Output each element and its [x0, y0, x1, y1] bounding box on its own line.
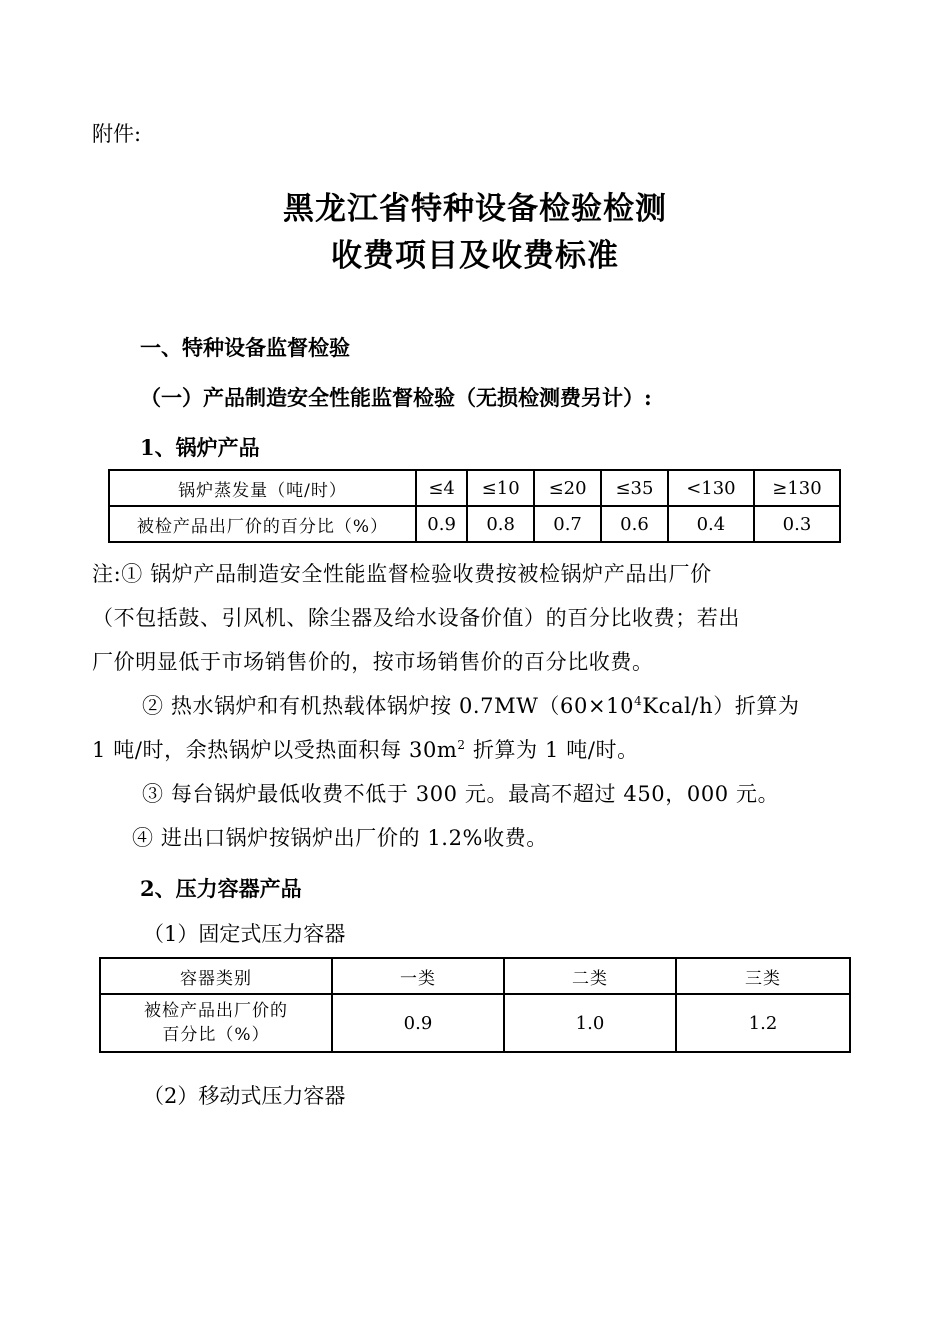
- table-cell: ≥130: [754, 470, 840, 506]
- note-2-text: Kcal/h）折算为: [642, 694, 800, 718]
- table-cell: 1.2: [676, 994, 850, 1052]
- page-title-line2: 收费项目及收费标准: [331, 238, 619, 274]
- sub-heading-fixed-vessel: （1）固定式压力容器: [143, 922, 346, 946]
- table-cell: 1.0: [504, 994, 676, 1052]
- note-3: ③ 每台锅炉最低收费不低于 300 元。最高不超过 450，000 元。: [142, 782, 780, 806]
- table-header-cell: 锅炉蒸发量（吨/时）: [109, 470, 416, 506]
- table-row: [109, 470, 840, 506]
- table-cell: ≤10: [467, 470, 534, 506]
- table-cell: 三类: [676, 958, 850, 994]
- note-2-superscript: 4: [634, 694, 643, 708]
- table-cell: ≤4: [416, 470, 467, 506]
- note-1-line: （不包括鼓、引风机、除尘器及给水设备价值）的百分比收费；若出: [92, 606, 740, 630]
- note-4: ④ 进出口锅炉按锅炉出厂价的 1.2%收费。: [132, 826, 548, 850]
- table-cell: 二类: [504, 958, 676, 994]
- table-cell: 0.6: [601, 506, 668, 542]
- note-2-text: 折算为 1 吨/时。: [465, 738, 639, 762]
- sub-heading-mobile-vessel: （2）移动式压力容器: [143, 1084, 346, 1108]
- page-title-line1: 黑龙江省特种设备检验检测: [283, 191, 667, 227]
- table-row: [100, 958, 850, 994]
- table-cell: 0.3: [754, 506, 840, 542]
- note-2-superscript: 2: [457, 738, 466, 752]
- row-label-line: 被检产品出厂价的: [144, 1001, 288, 1021]
- note-2-text: ② 热水锅炉和有机热载体锅炉按 0.7MW（60×10: [142, 694, 635, 718]
- table-row: [100, 994, 850, 1052]
- subsection-heading: （一）产品制造安全性能监督检验（无损检测费另计）:: [140, 385, 652, 410]
- item-heading-pressure-vessel: 2、压力容器产品: [140, 876, 302, 901]
- table-header-cell: [100, 994, 332, 1052]
- notes-block: [92, 552, 862, 860]
- table-cell: 一类: [332, 958, 504, 994]
- item-heading-boiler: 1、锅炉产品: [140, 435, 260, 460]
- note-1-line: 厂价明显低于市场销售价的，按市场销售价的百分比收费。: [92, 650, 654, 674]
- table-cell: ≤20: [534, 470, 601, 506]
- table-cell: 0.4: [668, 506, 754, 542]
- row-label-line: 百分比（%）: [162, 1025, 270, 1045]
- boiler-table: [108, 469, 841, 543]
- table-row: [109, 506, 840, 542]
- table-cell: 0.7: [534, 506, 601, 542]
- note-1-line: 注:① 锅炉产品制造安全性能监督检验收费按被检锅炉产品出厂价: [92, 562, 712, 586]
- section-heading: 一、特种设备监督检验: [140, 335, 350, 360]
- table-header-cell: 容器类别: [100, 958, 332, 994]
- note-2-line1: [92, 684, 862, 728]
- table-cell: 0.9: [332, 994, 504, 1052]
- note-2-line2: [92, 728, 862, 772]
- table-cell: ≤35: [601, 470, 668, 506]
- attachment-label: 附件:: [92, 122, 142, 146]
- note-2-text: 1 吨/时，余热锅炉以受热面积每 30m: [92, 738, 458, 762]
- vessel-table: [99, 957, 851, 1053]
- table-cell: 0.9: [416, 506, 467, 542]
- table-cell: 0.8: [467, 506, 534, 542]
- table-header-cell: 被检产品出厂价的百分比（%）: [109, 506, 416, 542]
- table-cell: <130: [668, 470, 754, 506]
